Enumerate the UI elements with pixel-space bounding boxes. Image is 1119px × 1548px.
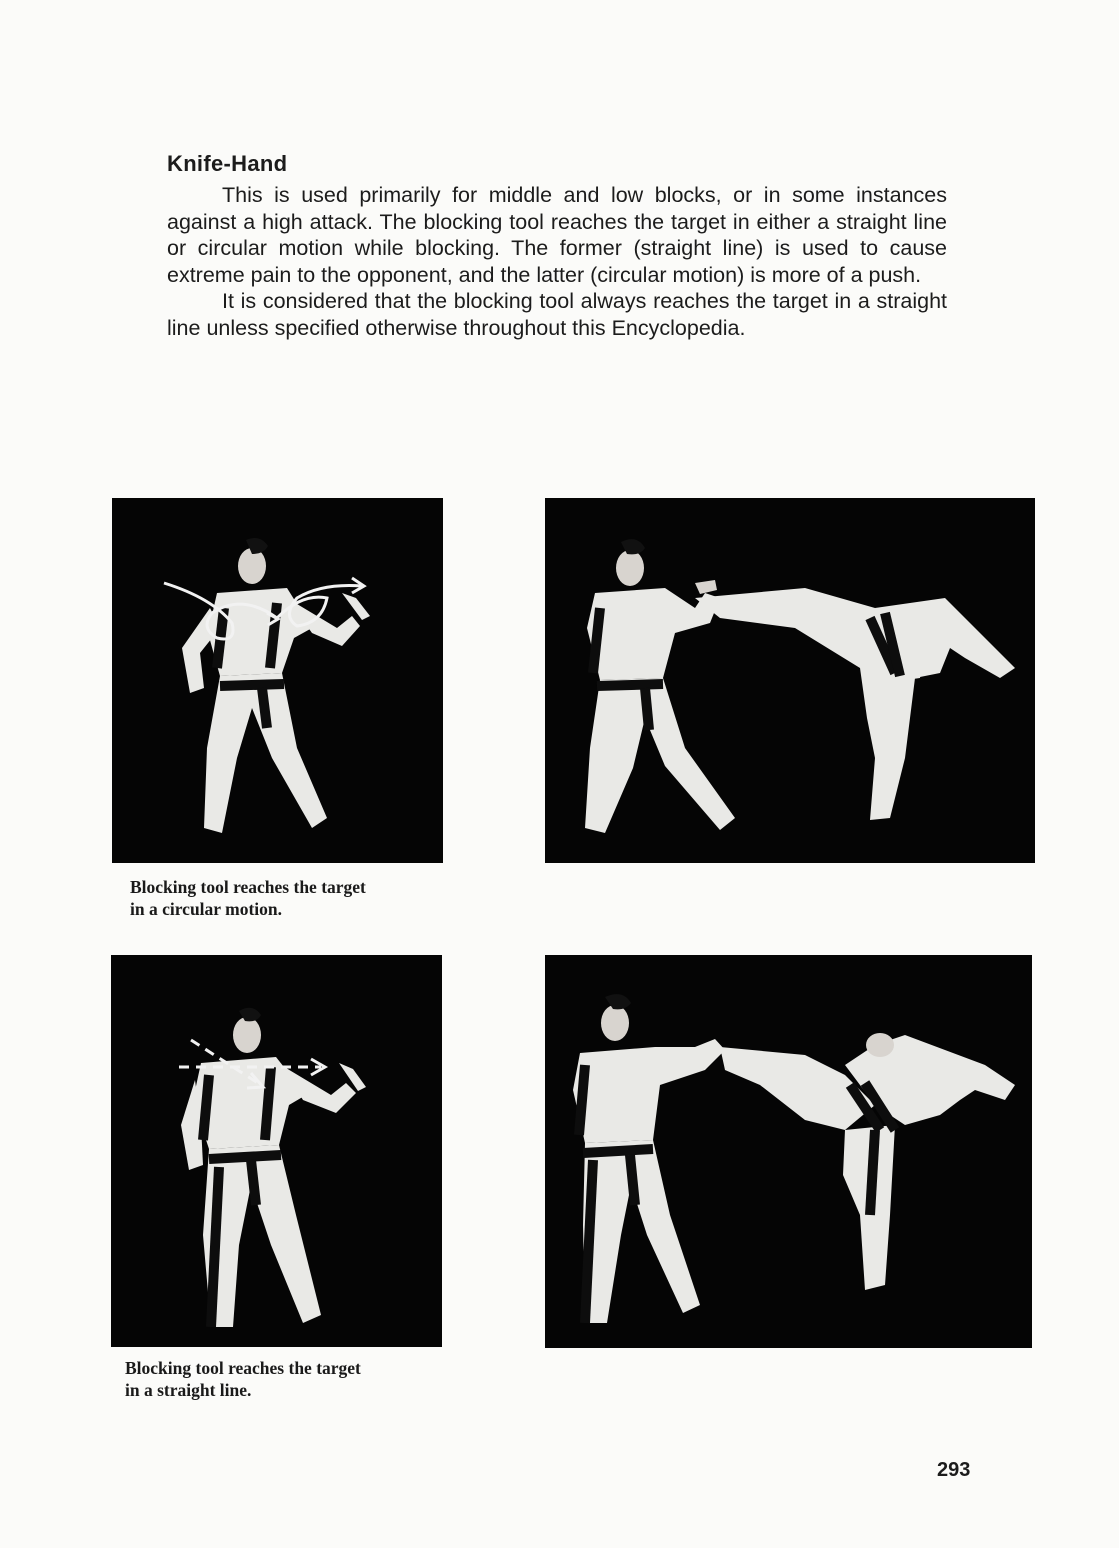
figure-straight-block-illustration	[111, 955, 442, 1347]
caption-straight	[125, 1357, 361, 1401]
photo-straight-block	[111, 955, 442, 1347]
photo-circular-block	[112, 498, 443, 863]
paragraph-2: It is considered that the blocking tool always reaches the target in a straight line unless specified otherwise throughout this Encyclopedia.	[167, 289, 947, 340]
caption-circular-line-2: in a circular motion.	[130, 899, 282, 919]
paragraph-1: This is used primarily for middle and low blocks, or in some instances against a high attack. The blocking tool reaches the target in either a straight line or circular motion while blocking. The former (straight line) is used to cause extreme pain to the opponent, and the latter (circular motion) is more of a push.	[167, 183, 947, 287]
caption-circular	[130, 876, 366, 920]
caption-straight-line-2: in a straight line.	[125, 1380, 252, 1400]
photo-straight-block-vs-kick	[545, 955, 1032, 1348]
section-body	[167, 182, 947, 341]
page-number: 293	[937, 1459, 971, 1481]
section-title: Knife-Hand	[167, 151, 288, 176]
caption-straight-line-1: Blocking tool reaches the target	[125, 1358, 361, 1378]
caption-circular-line-1: Blocking tool reaches the target	[130, 877, 366, 897]
figure-straight-block-vs-kick-illustration	[545, 955, 1032, 1348]
figure-circular-block-illustration	[112, 498, 443, 863]
photo-circular-block-vs-kick	[545, 498, 1035, 863]
figure-block-vs-kick-illustration	[545, 498, 1035, 863]
